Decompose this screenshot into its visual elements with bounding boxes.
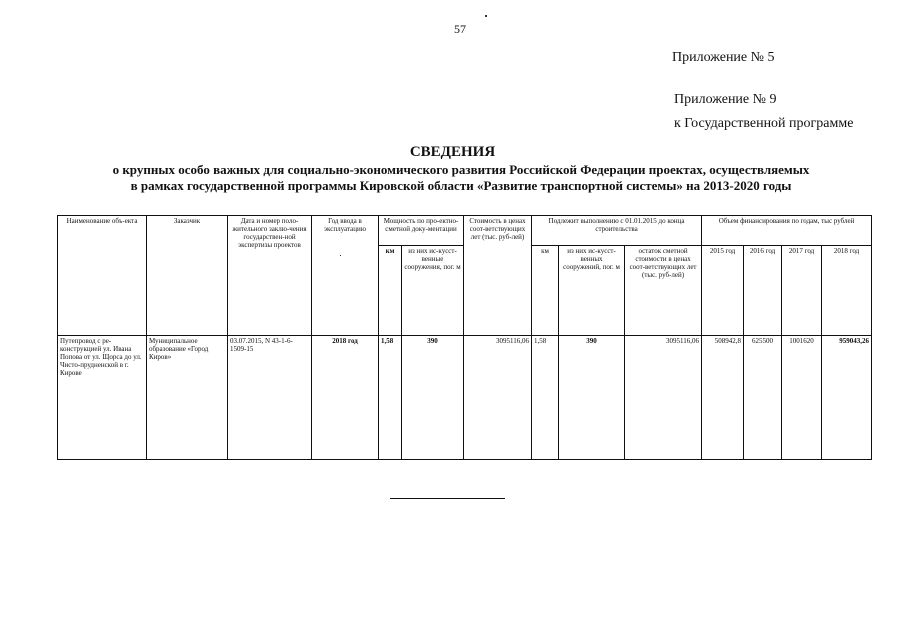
- header-object-name: Наименование объ-екта: [58, 216, 147, 336]
- header-capacity: Мощность по про-ектно-сметной доку-ментации: [379, 216, 464, 246]
- cell-year-2018: 959043,26: [822, 336, 872, 460]
- cell-year-2017: 1001620: [782, 336, 822, 460]
- cell-object-name: Путепровод с ре-конструкцией ул. Ивана Попова от ул. Щорса до ул. Чисто-прудненской в г. Кирове: [58, 336, 147, 460]
- cell-remaining-cost: 3095116,06: [625, 336, 702, 460]
- cell-capacity-km: 1,58: [379, 336, 402, 460]
- header-year-2016: 2016 год: [744, 246, 782, 336]
- header-capacity-km: км: [379, 246, 402, 336]
- cell-capacity-art: 390: [402, 336, 464, 460]
- appendix-5-label: Приложение № 5: [672, 50, 775, 65]
- cell-cost: 3095116,06: [464, 336, 532, 460]
- cell-customer: Муниципальное образование «Город Киров»: [147, 336, 228, 460]
- scan-speck: [485, 15, 487, 17]
- header-commission-year: Год ввода в эксплуатацию: [312, 216, 379, 336]
- document-subtitle: [40, 162, 882, 194]
- header-remaining: Подлежит выполнению с 01.01.2015 до конца строительства: [532, 216, 702, 246]
- header-customer: Заказчик: [147, 216, 228, 336]
- header-year-2015: 2015 год: [702, 246, 744, 336]
- header-remaining-art: из них ис-кусст-венных сооружений, пог. м: [559, 246, 625, 336]
- header-remaining-cost: остаток сметной стоимости в ценах соот-ветствующих лет (тыс. руб-лей): [625, 246, 702, 336]
- subtitle-line-1: о крупных особо важных для социально-экономического развития Российской Федерации проектах, осуществляемых: [112, 162, 810, 177]
- end-separator-line: [390, 498, 505, 499]
- header-year-2018: 2018 год: [822, 246, 872, 336]
- subtitle-line-2: в рамках государственной программы Кировской области «Развитие транспортной системы» на 2013-2020 годы: [130, 178, 792, 193]
- cell-remaining-km: 1,58: [532, 336, 559, 460]
- header-financing: Объем финансирования по годам, тыс рублей: [702, 216, 872, 246]
- table-row: [58, 336, 872, 460]
- appendix-9-subtitle: к Государственной программе: [674, 116, 854, 131]
- header-row-1: [58, 216, 872, 246]
- header-remaining-km: км: [532, 246, 559, 336]
- cell-commission-year: 2018 год: [312, 336, 379, 460]
- cell-year-2016: 625500: [744, 336, 782, 460]
- cell-year-2015: 508942,8: [702, 336, 744, 460]
- appendix-9-label: Приложение № 9: [674, 92, 777, 107]
- header-cost: Стоимость в ценах соот-ветствующих лет (тыс. руб-лей): [464, 216, 532, 336]
- document-title: СВЕДЕНИЯ: [409, 144, 496, 160]
- cell-remaining-art: 390: [559, 336, 625, 460]
- cell-expertise: 03.07.2015, N 43-1-6-1509-15: [228, 336, 312, 460]
- page-number: 57: [454, 22, 466, 36]
- projects-table: [57, 215, 872, 460]
- header-capacity-art: из них ис-кусст-венные сооружения, пог. м: [402, 246, 464, 336]
- header-expertise: Дата и номер поло-жительного заклю-чения государствен-ной экспертизы проектов: [228, 216, 312, 336]
- header-year-2017: 2017 год: [782, 246, 822, 336]
